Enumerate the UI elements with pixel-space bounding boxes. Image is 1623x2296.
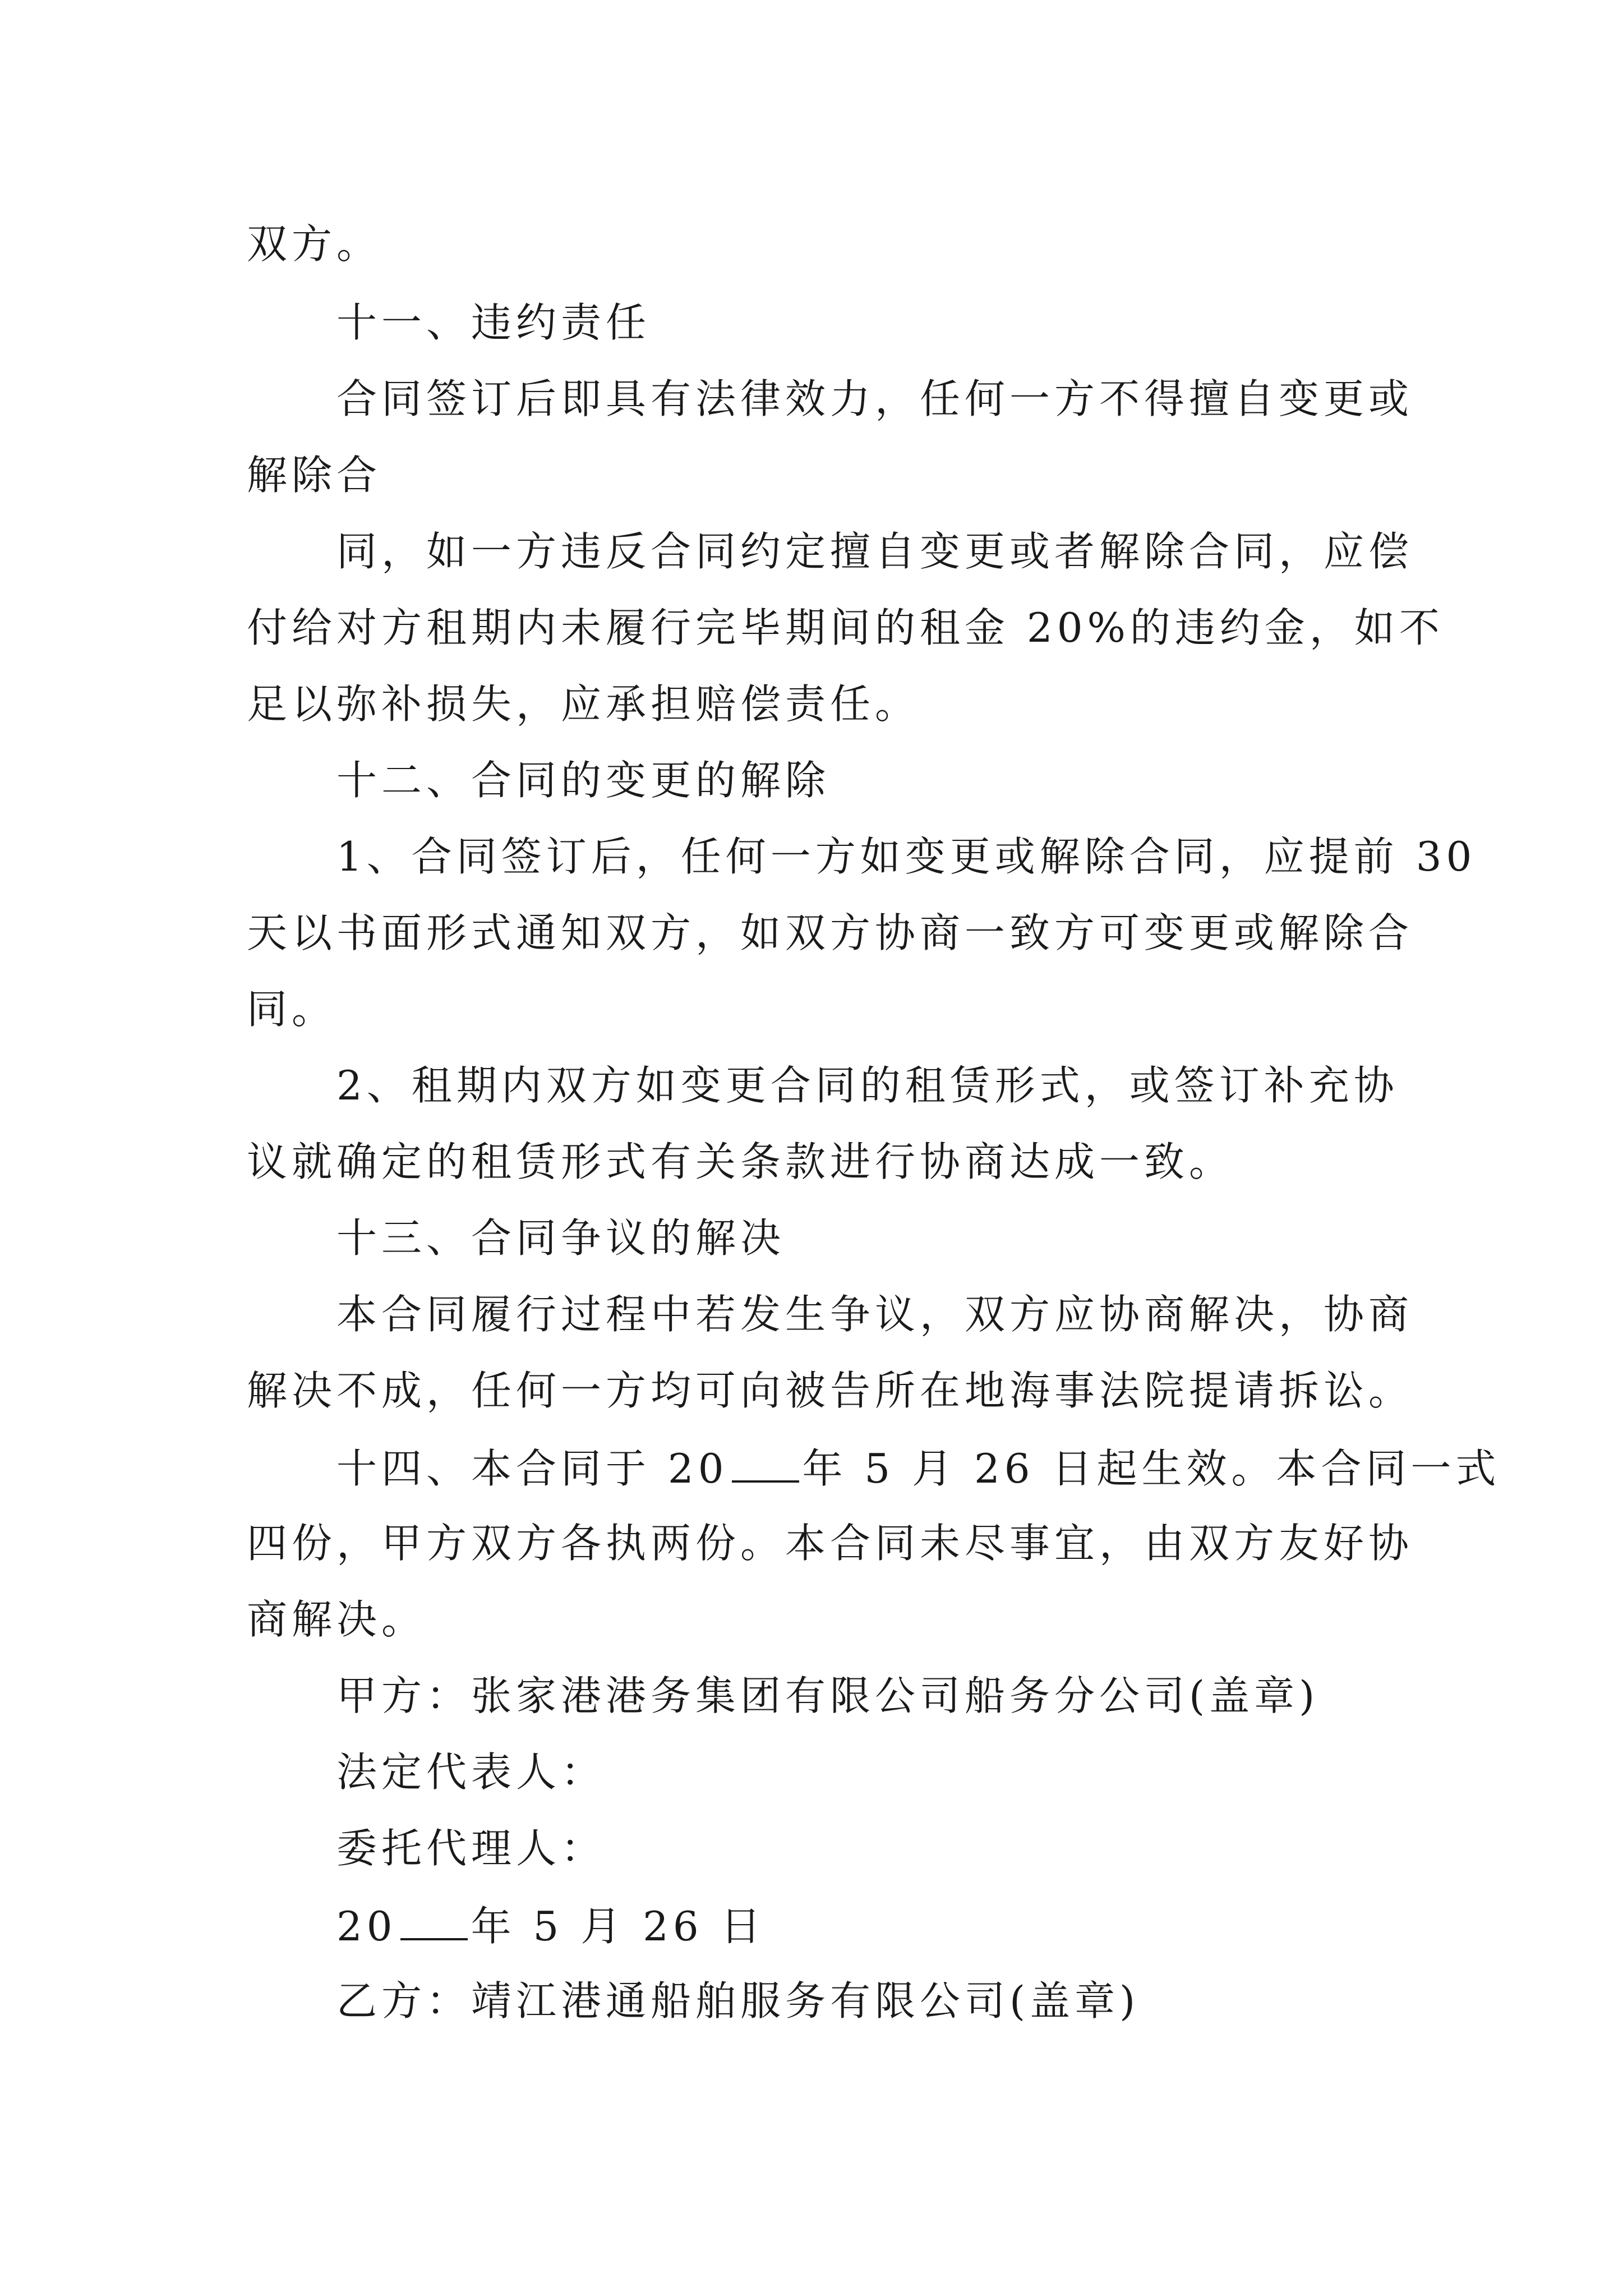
text-line: 足以弥补损失，应承担赔偿责任。 [247, 680, 920, 728]
text-segment: 年 5 月 26 日起生效。本合同一式 [802, 1445, 1501, 1492]
text-line: 解决不成，任何一方均可向被告所在地海事法院提请拆讼。 [247, 1367, 1414, 1414]
text-line: 付给对方租期内未履行完毕期间的租金 20%的违约金，如不 [247, 604, 1444, 651]
text-segment: 年 5 月 26 日 [471, 1903, 766, 1950]
fill-in-blank [732, 1447, 799, 1483]
fill-in-blank [400, 1904, 468, 1940]
text-line: 四份，甲方双方各执两份。本合同未尽事宜，由双方友好协 [247, 1520, 1414, 1567]
text-line: 同。 [247, 986, 337, 1033]
text-line-with-blank [336, 1445, 1501, 1492]
signature-line: 法定代表人： [336, 1749, 606, 1796]
text-line: 商解决。 [247, 1596, 427, 1643]
text-line: 2、租期内双方如变更合同的租赁形式，或签订补充协 [336, 1062, 1399, 1109]
text-segment: 十四、本合同于 20 [336, 1445, 728, 1492]
date-line [336, 1903, 766, 1950]
text-line: 天以书面形式通知双方，如双方协商一致方可变更或解除合 [247, 909, 1414, 956]
signature-line: 委托代理人： [336, 1825, 606, 1872]
signature-line: 甲方：张家港港务集团有限公司船务分公司(盖章) [336, 1672, 1320, 1719]
section-heading: 十二、合同的变更的解除 [336, 757, 831, 804]
text-line: 双方。 [247, 220, 382, 268]
text-line: 合同签订后即具有法律效力，任何一方不得擅自变更或 [336, 375, 1414, 422]
text-line: 同，如一方违反合同约定擅自变更或者解除合同，应偿 [336, 528, 1414, 575]
text-line: 议就确定的租赁形式有关条款进行协商达成一致。 [247, 1138, 1234, 1185]
text-line: 本合同履行过程中若发生争议，双方应协商解决，协商 [336, 1291, 1414, 1338]
section-heading: 十三、合同争议的解决 [336, 1214, 786, 1262]
text-line: 解除合 [247, 452, 382, 499]
section-heading: 十一、违约责任 [336, 299, 651, 346]
signature-line: 乙方：靖江港通船舶服务有限公司(盖章) [336, 1977, 1140, 2024]
text-segment: 20 [336, 1903, 397, 1950]
text-line: 1、合同签订后，任何一方如变更或解除合同，应提前 30 [336, 833, 1477, 880]
